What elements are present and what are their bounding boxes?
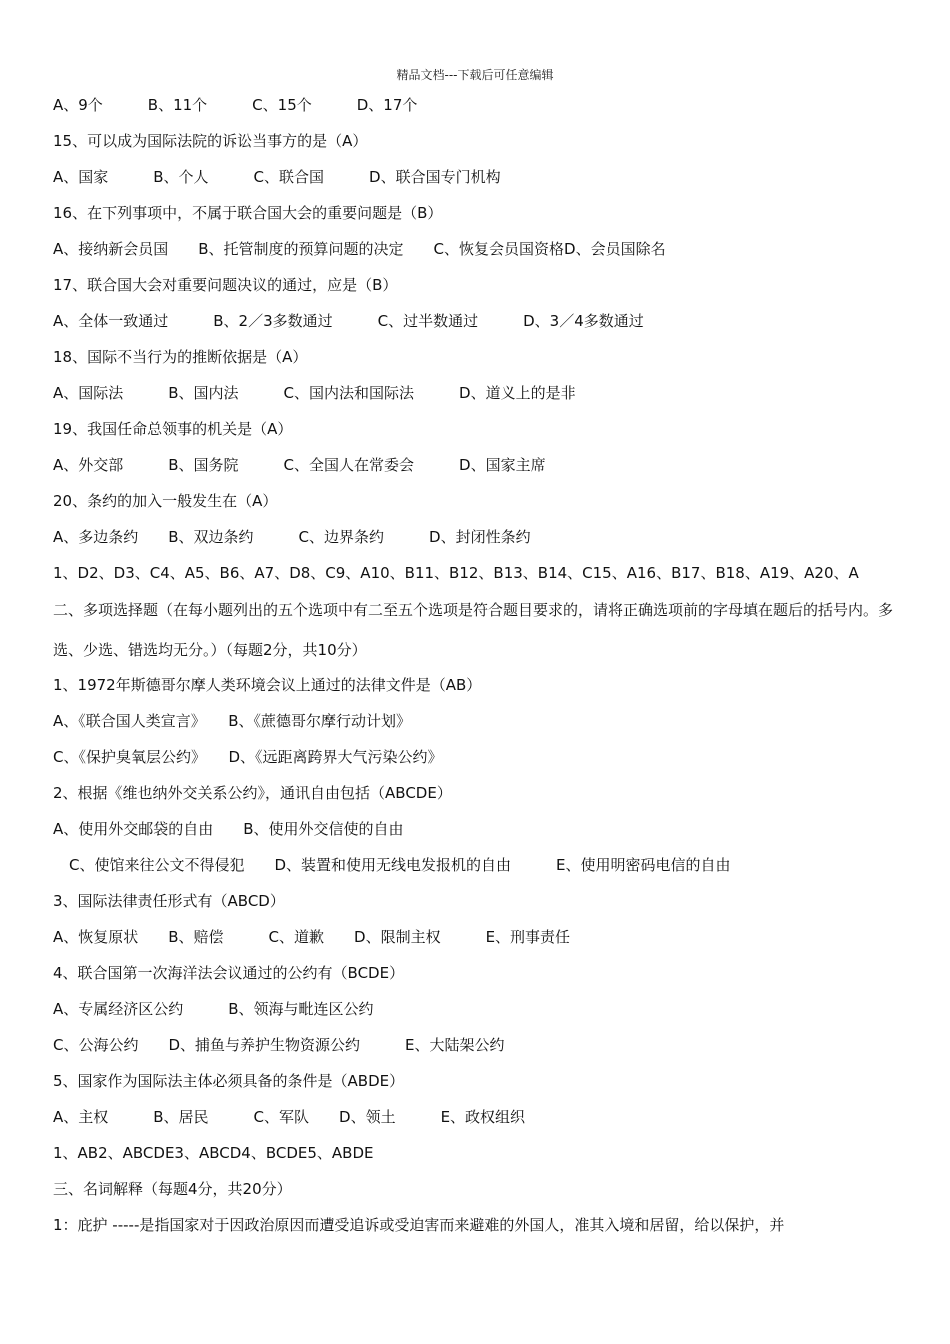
question-17: 17、联合国大会对重要问题决议的通过，应是（B）	[53, 276, 398, 294]
question-18: 18、国际不当行为的推断依据是（A）	[53, 348, 308, 366]
mc-q4-options-cde: C、公海公约 D、捕鱼与养护生物资源公约 E、大陆架公约	[53, 1036, 505, 1054]
single-choice-answers: 1、D2、D3、C4、A5、B6、A7、D8、C9、A10、B11、B12、B13、B14、C15、A16、B17、B18、A19、A20、A	[53, 564, 859, 582]
mc-q4-options-ab: A、专属经济区公约 B、领海与毗连区公约	[53, 1000, 374, 1018]
question-19: 19、我国任命总领事的机关是（A）	[53, 420, 293, 438]
mc-q5-options: A、主权 B、居民 C、军队 D、领土 E、政权组织	[53, 1108, 526, 1126]
multiple-choice-answers: 1、AB2、ABCDE3、ABCD4、BCDE5、ABDE	[53, 1144, 374, 1162]
term-1-definition: 1：庇护 -----是指国家对于因政治原因而遭受追诉或受迫害而来避难的外国人，准其入境和居留，给以保护，并	[53, 1216, 785, 1234]
q16-options: A、接纳新会员国 B、托管制度的预算问题的决定 C、恢复会员国资格D、会员国除名	[53, 240, 666, 258]
question-15: 15、可以成为国际法院的诉讼当事方的是（A）	[53, 132, 368, 150]
question-20: 20、条约的加入一般发生在（A）	[53, 492, 278, 510]
mc-question-5: 5、国家作为国际法主体必须具备的条件是（ABDE）	[53, 1072, 405, 1090]
section-2-heading: 二、多项选择题（在每小题列出的五个选项中有二至五个选项是符合题目要求的，请将正确选项前的字母填在题后的括号内。多选、少选、错选均无分。）（每题2分，共10分）	[53, 601, 894, 659]
mc-q1-options-cd: C、《保护臭氧层公约》 D、《远距离跨界大气污染公约》	[53, 748, 443, 766]
mc-q3-options: A、恢复原状 B、赔偿 C、道歉 D、限制主权 E、刑事责任	[53, 928, 571, 946]
page-header: 精品文档---下载后可任意编辑	[396, 68, 554, 82]
question-16: 16、在下列事项中，不属于联合国大会的重要问题是（B）	[53, 204, 443, 222]
q15-options: A、国家 B、个人 C、联合国 D、联合国专门机构	[53, 168, 501, 186]
q14-options: A、9个 B、11个 C、15个 D、17个	[53, 96, 418, 114]
mc-question-1: 1、1972年斯德哥尔摩人类环境会议上通过的法律文件是（AB）	[53, 676, 482, 694]
q20-options: A、多边条约 B、双边条约 C、边界条约 D、封闭性条约	[53, 528, 531, 546]
mc-q2-options-cde: C、使馆来往公文不得侵犯 D、装置和使用无线电发报机的自由 E、使用明密码电信的自由	[69, 856, 731, 874]
q18-options: A、国际法 B、国内法 C、国内法和国际法 D、道义上的是非	[53, 384, 576, 402]
document-body	[53, 94, 913, 1250]
mc-q1-options-ab: A、《联合国人类宣言》 B、《蔗德哥尔摩行动计划》	[53, 712, 412, 730]
section-3-heading: 三、名词解释（每题4分，共20分）	[53, 1180, 292, 1198]
mc-question-3: 3、国际法律责任形式有（ABCD）	[53, 892, 285, 910]
mc-question-4: 4、联合国第一次海洋法会议通过的公约有（BCDE）	[53, 964, 405, 982]
mc-q2-options-ab: A、使用外交邮袋的自由 B、使用外交信使的自由	[53, 820, 404, 838]
mc-question-2: 2、根据《维也纳外交关系公约》，通讯自由包括（ABCDE）	[53, 784, 452, 802]
q19-options: A、外交部 B、国务院 C、全国人在常委会 D、国家主席	[53, 456, 546, 474]
q17-options: A、全体一致通过 B、2／3多数通过 C、过半数通过 D、3／4多数通过	[53, 312, 644, 330]
